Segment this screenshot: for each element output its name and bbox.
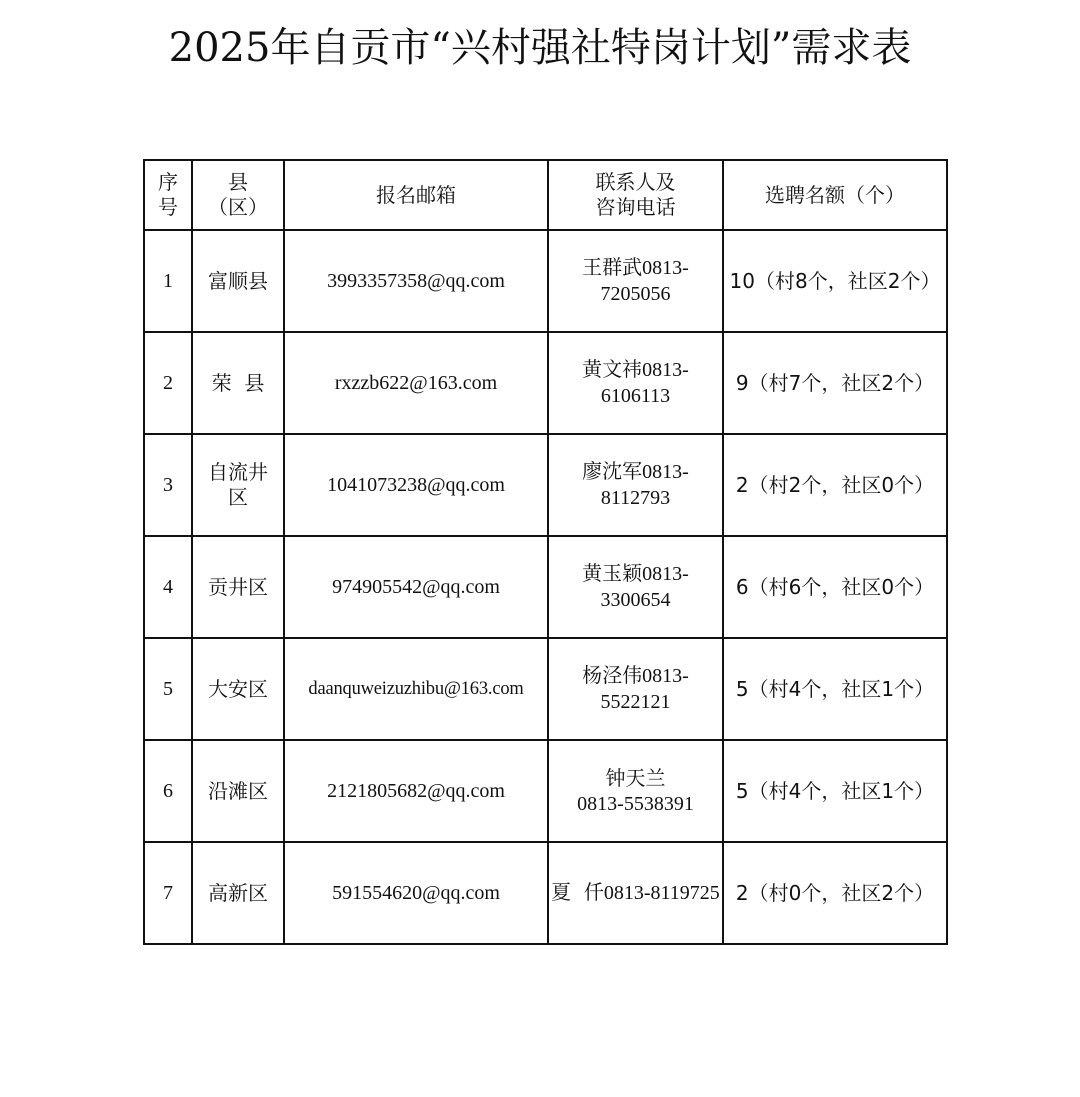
table-header-row bbox=[144, 160, 947, 230]
cell-quota: 2（村2个，社区0个） bbox=[723, 434, 947, 536]
header-quota: 选聘名额（个） bbox=[723, 160, 947, 230]
cell-contact bbox=[548, 842, 723, 944]
cell-contact bbox=[548, 536, 723, 638]
cell-seq: 1 bbox=[144, 230, 192, 332]
cell-quota: 2（村0个，社区2个） bbox=[723, 842, 947, 944]
contact-phone: 0813-8119725 bbox=[603, 882, 720, 904]
cell-seq: 2 bbox=[144, 332, 192, 434]
header-county: 县（区） bbox=[192, 160, 284, 230]
cell-email[interactable]: 1041073238@qq.com bbox=[284, 434, 548, 536]
cell-quota: 6（村6个，社区0个） bbox=[723, 536, 947, 638]
cell-contact bbox=[548, 638, 723, 740]
table-row bbox=[144, 740, 947, 842]
cell-county: 高新区 bbox=[192, 842, 284, 944]
cell-seq: 6 bbox=[144, 740, 192, 842]
contact-phone: 0813-7205056 bbox=[600, 257, 689, 305]
cell-email[interactable]: 974905542@qq.com bbox=[284, 536, 548, 638]
cell-county: 自流井区 bbox=[192, 434, 284, 536]
cell-contact bbox=[548, 434, 723, 536]
cell-email[interactable]: 2121805682@qq.com bbox=[284, 740, 548, 842]
table-row bbox=[144, 536, 947, 638]
contact-name: 夏 仟 bbox=[551, 880, 604, 904]
cell-county: 大安区 bbox=[192, 638, 284, 740]
cell-email[interactable]: 3993357358@qq.com bbox=[284, 230, 548, 332]
cell-county: 富顺县 bbox=[192, 230, 284, 332]
cell-email[interactable]: 591554620@qq.com bbox=[284, 842, 548, 944]
table-row bbox=[144, 332, 947, 434]
cell-quota: 9（村7个，社区2个） bbox=[723, 332, 947, 434]
cell-contact bbox=[548, 332, 723, 434]
cell-quota: 10（村8个，社区2个） bbox=[723, 230, 947, 332]
contact-name: 黄文祎 bbox=[582, 357, 643, 381]
cell-county: 贡井区 bbox=[192, 536, 284, 638]
cell-quota: 5（村4个，社区1个） bbox=[723, 638, 947, 740]
cell-seq: 4 bbox=[144, 536, 192, 638]
contact-name: 黄玉颖 bbox=[582, 561, 643, 585]
contact-phone: 0813-5538391 bbox=[577, 792, 694, 815]
cell-seq: 7 bbox=[144, 842, 192, 944]
contact-name: 钟天兰 bbox=[605, 765, 666, 790]
header-seq: 序号 bbox=[144, 160, 192, 230]
cell-seq: 3 bbox=[144, 434, 192, 536]
contact-phone: 0813-8112793 bbox=[600, 461, 689, 509]
table-row bbox=[144, 434, 947, 536]
cell-contact bbox=[548, 740, 723, 842]
cell-email[interactable]: rxzzb622@163.com bbox=[284, 332, 548, 434]
header-contact: 联系人及咨询电话 bbox=[548, 160, 723, 230]
contact-name: 廖沈军 bbox=[582, 459, 643, 483]
table-row bbox=[144, 842, 947, 944]
contact-name: 杨泾伟 bbox=[582, 663, 643, 687]
cell-quota: 5（村4个，社区1个） bbox=[723, 740, 947, 842]
cell-county: 荣 县 bbox=[192, 332, 284, 434]
contact-name: 王群武 bbox=[582, 255, 643, 279]
cell-seq: 5 bbox=[144, 638, 192, 740]
table-row bbox=[144, 638, 947, 740]
cell-county: 沿滩区 bbox=[192, 740, 284, 842]
contact-phone: 0813-5522121 bbox=[600, 665, 689, 713]
cell-contact bbox=[548, 230, 723, 332]
page-title: 2025年自贡市“兴村强社特岗计划”需求表 bbox=[168, 25, 912, 71]
demand-table bbox=[143, 159, 948, 945]
header-email: 报名邮箱 bbox=[284, 160, 548, 230]
table-row bbox=[144, 230, 947, 332]
cell-email[interactable]: daanquweizuzhibu@163.com bbox=[284, 638, 548, 740]
contact-phone: 0813-6106113 bbox=[600, 359, 689, 407]
contact-phone: 0813-3300654 bbox=[600, 563, 689, 611]
